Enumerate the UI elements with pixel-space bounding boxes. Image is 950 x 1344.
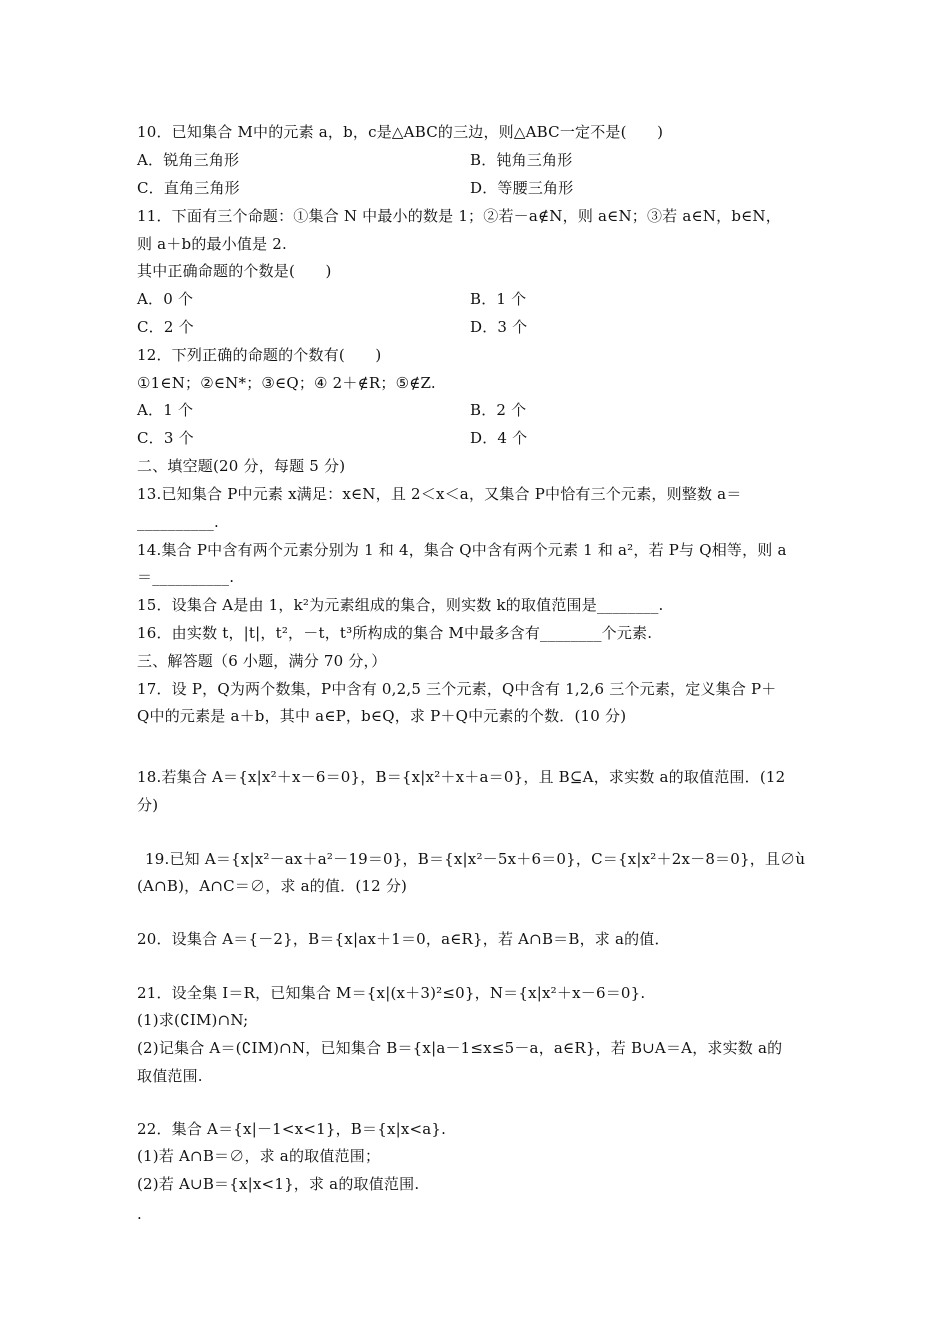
q10-option-a: A．锐角三角形 bbox=[137, 151, 240, 169]
q11-stem-line3: 其中正确命题的个数是( ) bbox=[137, 262, 332, 280]
q11-stem-line2: 则 a＋b的最小值是 2. bbox=[137, 235, 287, 253]
q12-items: ①1∈N；②∈N*；③∈Q；④ 2＋∉R；⑤∉Z. bbox=[137, 374, 436, 392]
q21-line2: (1)求(∁IM)∩N; bbox=[137, 1011, 249, 1029]
q12-option-a: A．1 个 bbox=[137, 401, 194, 419]
q17-line2: Q中的元素是 a＋b，其中 a∈P，b∈Q，求 P＋Q中元素的个数．(10 分) bbox=[137, 707, 627, 725]
q15-text: 15．设集合 A是由 1，k²为元素组成的集合，则实数 k的取值范围是________. bbox=[137, 596, 664, 614]
q12-option-b: B．2 个 bbox=[470, 401, 527, 419]
section-fill-in-heading: 二、填空题(20 分，每题 5 分) bbox=[137, 457, 346, 475]
q21-line4: 取值范围. bbox=[137, 1067, 203, 1085]
q22-line1: 22．集合 A＝{x|－1<x<1}，B＝{x|x<a}. bbox=[137, 1120, 447, 1138]
q11-stem-line1: 11．下面有三个命题：①集合 N 中最小的数是 1；②若－a∉N，则 a∈N；③若 a∈N，b∈N， bbox=[137, 207, 781, 225]
q12-stem: 12．下列正确的命题的个数有( ) bbox=[137, 346, 382, 364]
q19-line2: (A∩B)，A∩C＝∅，求 a的值．(12 分) bbox=[137, 877, 408, 895]
q10-option-d: D．等腰三角形 bbox=[470, 179, 574, 197]
q11-option-c: C．2 个 bbox=[137, 318, 194, 336]
q20-text: 20．设集合 A＝{－2}，B＝{x|ax＋1＝0，a∈R}，若 A∩B＝B，求 a的值． bbox=[137, 930, 670, 948]
q21-line3: (2)记集合 A＝(∁IM)∩N，已知集合 B＝{x|a－1≤x≤5－a，a∈R}，若 B∪A＝A，求实数 a的 bbox=[137, 1039, 783, 1057]
q12-option-c: C．3 个 bbox=[137, 429, 194, 447]
q18-line2: 分) bbox=[137, 796, 159, 814]
q10-option-b: B．钝角三角形 bbox=[470, 151, 573, 169]
q13-line1: 13.已知集合 P中元素 x满足：x∈N，且 2＜x＜a，又集合 P中恰有三个元素，则整数 a＝ bbox=[137, 485, 742, 503]
q22-line3: (2)若 A∪B＝{x|x<1}，求 a的取值范围. bbox=[137, 1175, 420, 1193]
q14-line1: 14.集合 P中含有两个元素分别为 1 和 4，集合 Q中含有两个元素 1 和 a²，若 P与 Q相等，则 a bbox=[137, 541, 787, 559]
q10-option-c: C．直角三角形 bbox=[137, 179, 240, 197]
q21-line1: 21．设全集 I＝R，已知集合 M＝{x|(x＋3)²≤0}，N＝{x|x²＋x－6＝0}. bbox=[137, 984, 646, 1002]
section-solutions-heading: 三、解答题（6 小题，满分 70 分，） bbox=[137, 652, 387, 670]
q14-line2: ＝__________. bbox=[137, 568, 235, 586]
trailing-dot: . bbox=[137, 1205, 142, 1223]
q11-option-b: B．1 个 bbox=[470, 290, 527, 308]
q13-line2: __________. bbox=[137, 513, 219, 531]
q16-text: 16．由实数 t，|t|，t²，－t，t³所构成的集合 M中最多含有________个元素. bbox=[137, 624, 653, 642]
q11-option-d: D．3 个 bbox=[470, 318, 528, 336]
q10-stem: 10．已知集合 M中的元素 a，b，c是△ABC的三边，则△ABC一定不是( ) bbox=[137, 123, 664, 141]
q11-option-a: A．0 个 bbox=[137, 290, 194, 308]
q18-line1: 18.若集合 A＝{x|x²＋x－6＝0}，B＝{x|x²＋x＋a＝0}，且 B⊆A，求实数 a的取值范围．(12 bbox=[137, 768, 786, 786]
q12-option-d: D．4 个 bbox=[470, 429, 528, 447]
q17-line1: 17．设 P，Q为两个数集，P中含有 0,2,5 三个元素，Q中含有 1,2,6 三个元素，定义集合 P＋ bbox=[137, 680, 777, 698]
q22-line2: (1)若 A∩B＝∅，求 a的取值范围； bbox=[137, 1147, 381, 1165]
q19-line1: 19.已知 A＝{x|x²－ax＋a²－19＝0}，B＝{x|x²－5x＋6＝0}，C＝{x|x²＋2x－8＝0}，且∅ù bbox=[145, 850, 806, 868]
